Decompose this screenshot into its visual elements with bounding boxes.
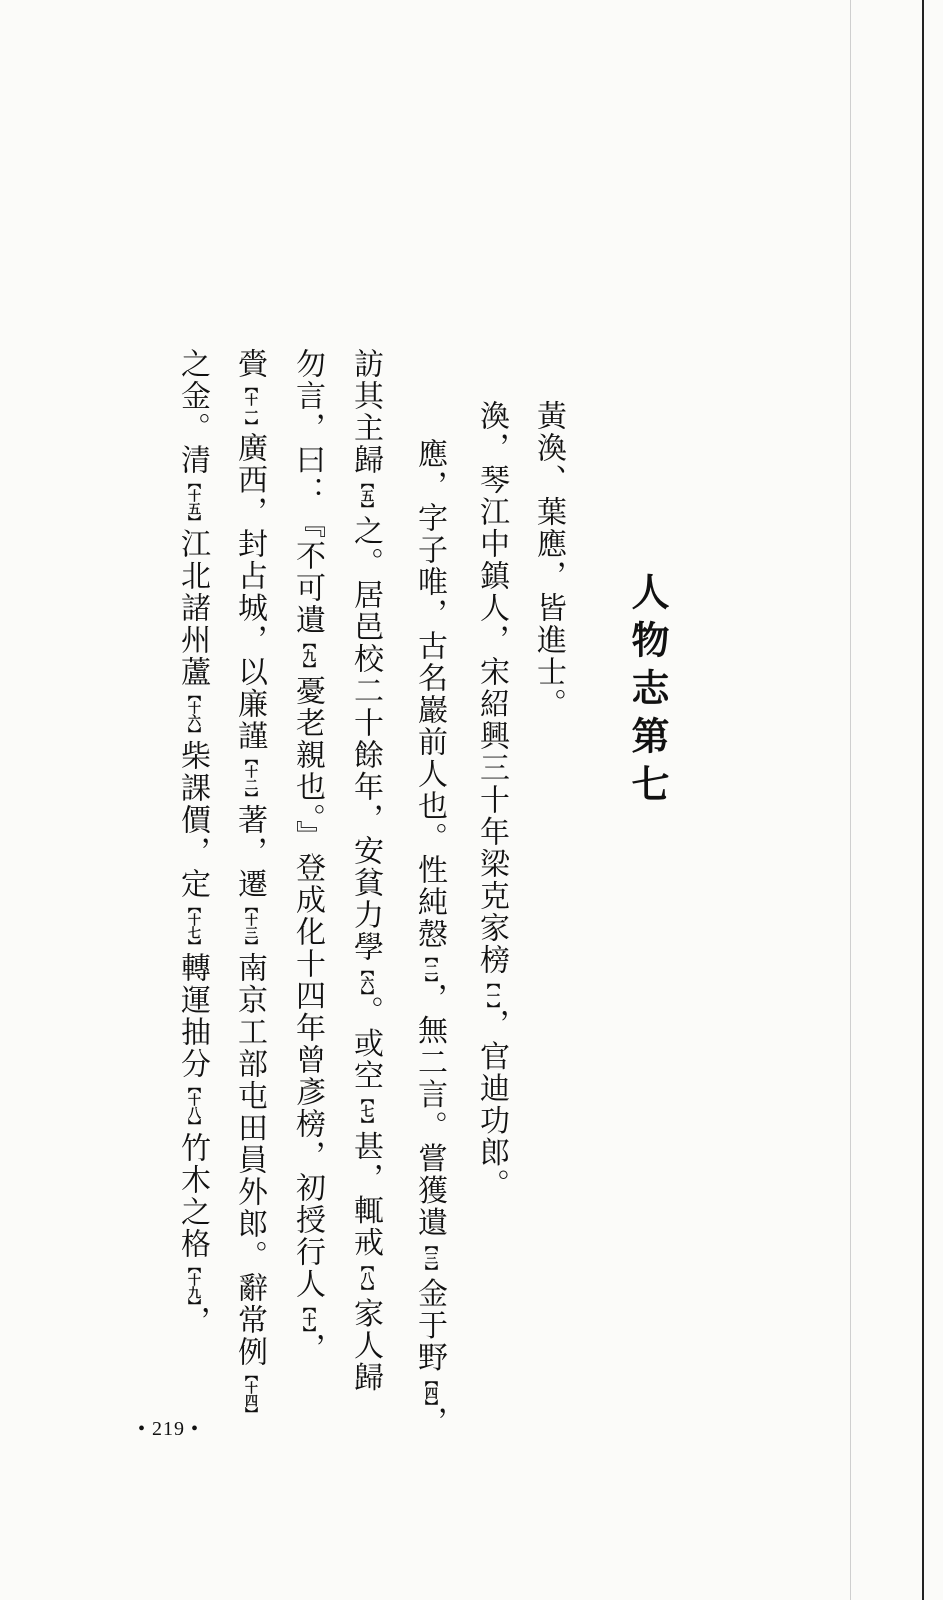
footnote-marker: 【一】 bbox=[484, 976, 499, 1009]
page-number: • 219 • bbox=[138, 1418, 200, 1440]
footnote-marker: 【四】 bbox=[422, 1373, 437, 1406]
text-column-3: 應，字子唯，古名巖前人也。性純慤【二】，無二言。嘗獲遺【三】金于野【四】， bbox=[412, 438, 447, 1438]
footnote-marker: 【二】 bbox=[422, 950, 437, 983]
text-column-2: 渙，琴江中鎮人，宋紹興三十年梁克家榜【一】，官迪功郎。 bbox=[474, 400, 509, 1201]
footnote-marker: 【十五】 bbox=[185, 476, 200, 528]
text-column-7: 之金。清【十五】江北諸州蘆【十六】柴課價，定【十七】轉運抽分【十八】竹木之格【十九】， bbox=[175, 348, 210, 1338]
footnote-marker: 【十八】 bbox=[185, 1080, 200, 1132]
footnote-marker: 【十】 bbox=[300, 1300, 315, 1333]
text-column-4: 訪其主歸【五】之。居邑校二十餘年，安貧力學【六】。或空【七】甚，輒戒【八】家人歸 bbox=[348, 348, 383, 1394]
footnote-marker: 【十一】 bbox=[242, 380, 257, 432]
page-fold-rule bbox=[850, 0, 851, 1600]
text-column-5: 勿言，曰：『不可遺【九】憂老親也。』登成化十四年曾彥榜，初授行人【十】， bbox=[290, 348, 325, 1365]
footnote-marker: 【八】 bbox=[358, 1258, 373, 1298]
chapter-title: 人物志第七 bbox=[625, 572, 670, 812]
footnote-marker: 【六】 bbox=[358, 963, 373, 996]
footnote-marker: 【九】 bbox=[300, 636, 315, 675]
text-column-1: 黃渙、葉應，皆進士。 bbox=[531, 400, 566, 720]
footnote-marker: 【十九】 bbox=[185, 1260, 200, 1306]
footnote-marker: 【十三】 bbox=[242, 900, 257, 952]
footnote-marker: 【十四】 bbox=[242, 1368, 257, 1420]
footnote-marker: 【十六】 bbox=[185, 688, 200, 740]
footnote-marker: 【五】 bbox=[358, 476, 373, 515]
footnote-marker: 【七】 bbox=[358, 1091, 373, 1131]
footnote-marker: 【三】 bbox=[422, 1238, 437, 1278]
text-column-6: 賫【十一】廣西，封占城，以廉謹【十二】著，遷【十三】南京工部屯田員外郎。辭常例【十四】 bbox=[232, 348, 267, 1420]
footnote-marker: 【十二】 bbox=[242, 752, 257, 804]
page-edge-line bbox=[922, 0, 924, 1600]
footnote-marker: 【十七】 bbox=[185, 900, 200, 952]
